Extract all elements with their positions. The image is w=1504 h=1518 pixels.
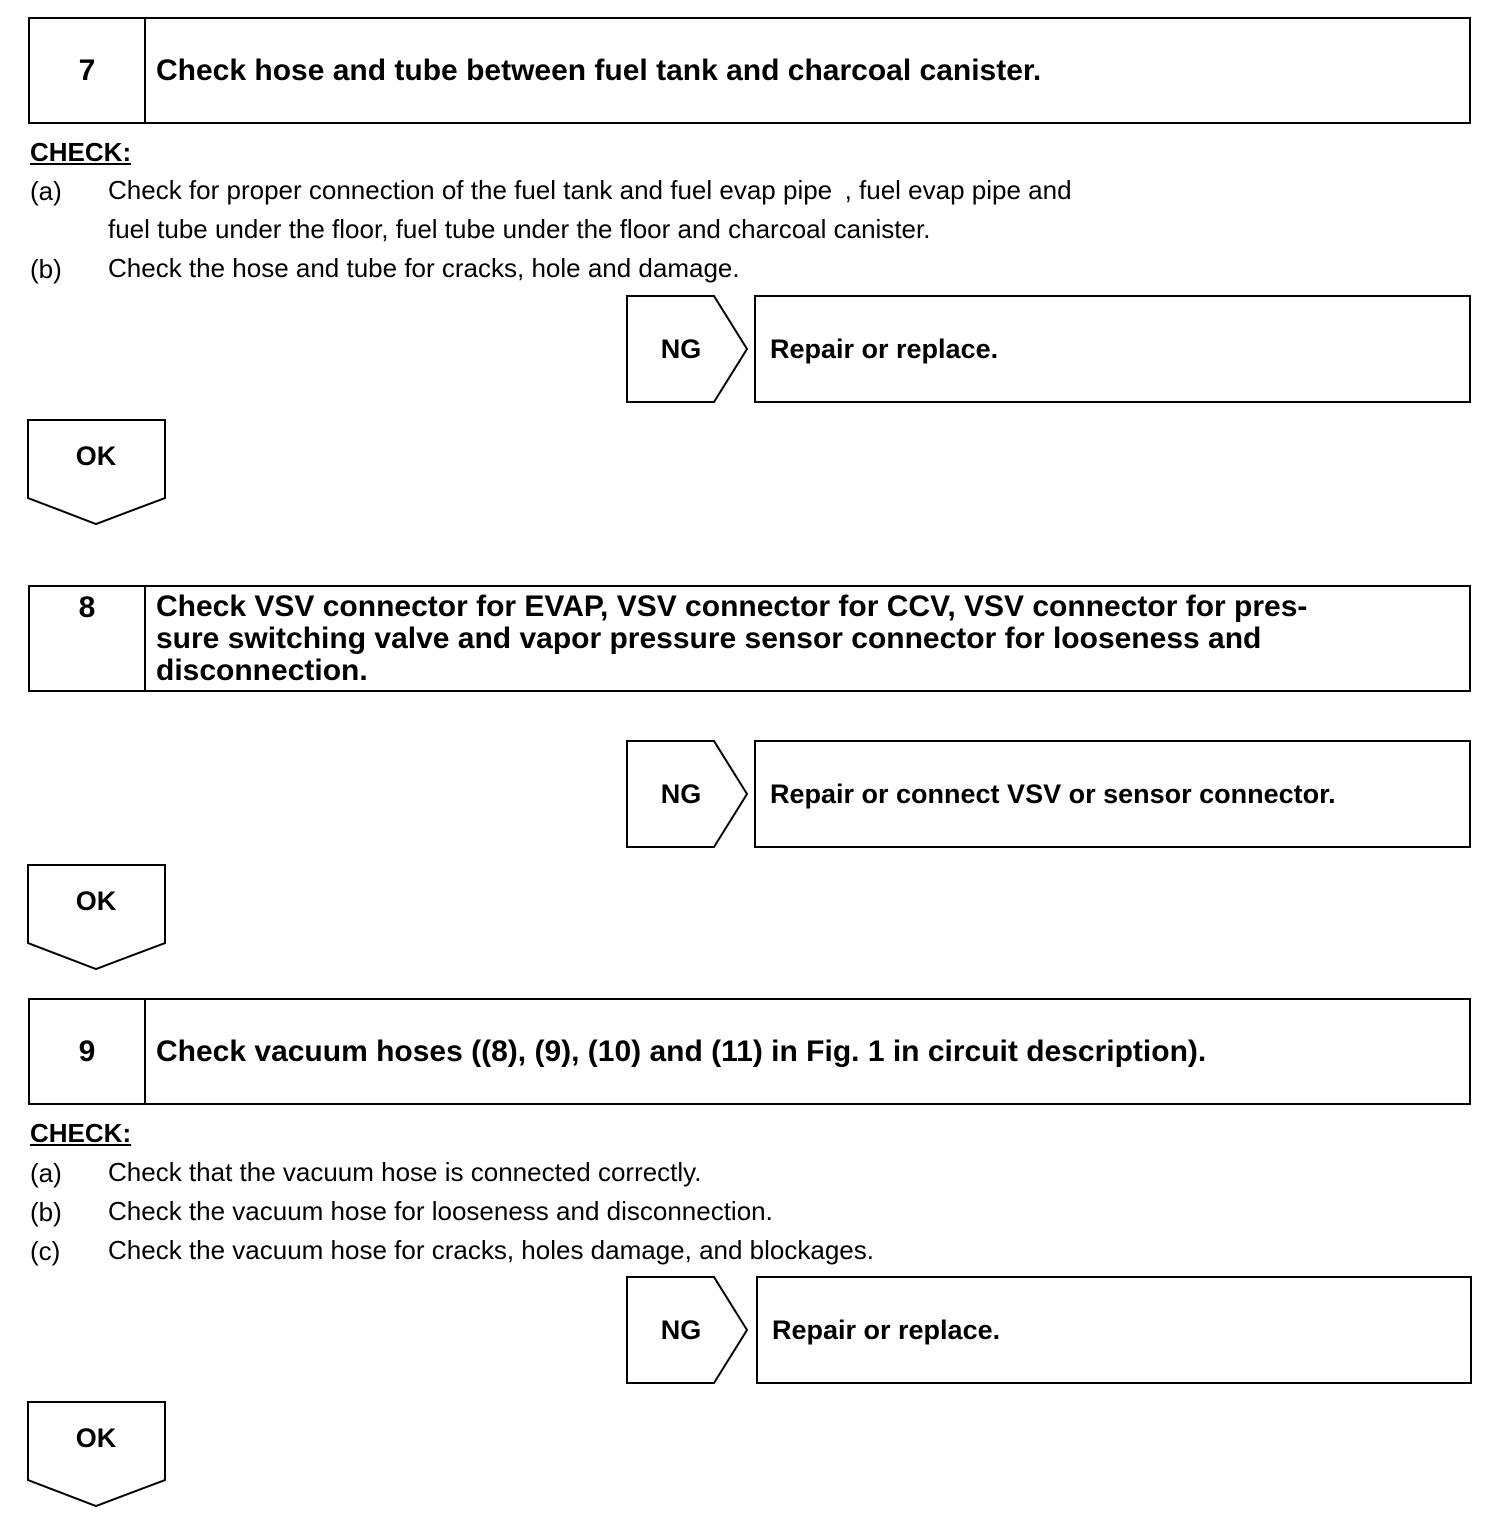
ng-result-box: Repair or replace. <box>756 1276 1472 1384</box>
ng-label: NG <box>660 1314 702 1345</box>
ng-label: NG <box>660 778 702 809</box>
check-label: CHECK: <box>30 137 132 167</box>
check-label: CHECK: <box>30 1118 132 1148</box>
item-text-line: fuel tube under the floor, fuel tube under the floor and charcoal canister. <box>108 214 931 244</box>
ok-arrow-shape <box>27 419 167 526</box>
ok-arrow <box>27 1401 167 1508</box>
step-number: 8 <box>30 587 146 690</box>
step-title-line: Check VSV connector for EVAP, VSV connector for CCV, VSV connector for pres- <box>156 590 1308 623</box>
ok-arrow-shape <box>27 1401 167 1508</box>
ok-arrow-shape <box>27 864 167 971</box>
item-letter: (b) <box>30 254 62 284</box>
step-9-header <box>28 998 1471 1105</box>
item-text-line: Check for proper connection of the fuel tank and fuel evap pipe , fuel evap pipe and <box>108 175 1072 205</box>
ng-arrow <box>626 740 750 848</box>
step-title: Check vacuum hoses ((8), (9), (10) and (11) in Fig. 1 in circuit description). <box>156 1034 1207 1068</box>
step-number: 7 <box>30 19 146 122</box>
ok-label: OK <box>75 441 117 471</box>
ng-arrow <box>626 1276 750 1384</box>
ng-result-box: Repair or connect VSV or sensor connector. <box>754 740 1471 848</box>
step-title-line: sure switching valve and vapor pressure sensor connector for looseness and <box>156 622 1262 655</box>
item-letter: (a) <box>30 1158 62 1188</box>
ng-result-box: Repair or replace. <box>754 295 1471 403</box>
ok-arrow <box>27 864 167 971</box>
ok-arrow <box>27 419 167 526</box>
item-text-line: Check the vacuum hose for looseness and disconnection. <box>108 1196 773 1226</box>
step-title-line: disconnection. <box>156 654 368 687</box>
ng-arrow <box>626 295 750 403</box>
item-letter: (b) <box>30 1197 62 1227</box>
item-letter: (a) <box>30 176 62 206</box>
step-title: Check hose and tube between fuel tank and charcoal canister. <box>156 53 1042 87</box>
step-8-header <box>28 585 1471 692</box>
ng-label: NG <box>660 333 702 364</box>
step-title <box>156 587 1459 690</box>
ok-label: OK <box>75 886 117 916</box>
item-letter: (c) <box>30 1236 61 1266</box>
item-text-line: Check the vacuum hose for cracks, holes damage, and blockages. <box>108 1235 874 1265</box>
item-text-line: Check the hose and tube for cracks, hole and damage. <box>108 253 740 283</box>
step-7-header <box>28 17 1471 124</box>
item-text-line: Check that the vacuum hose is connected correctly. <box>108 1157 702 1187</box>
step-number: 9 <box>30 1000 146 1103</box>
ok-label: OK <box>75 1423 117 1453</box>
